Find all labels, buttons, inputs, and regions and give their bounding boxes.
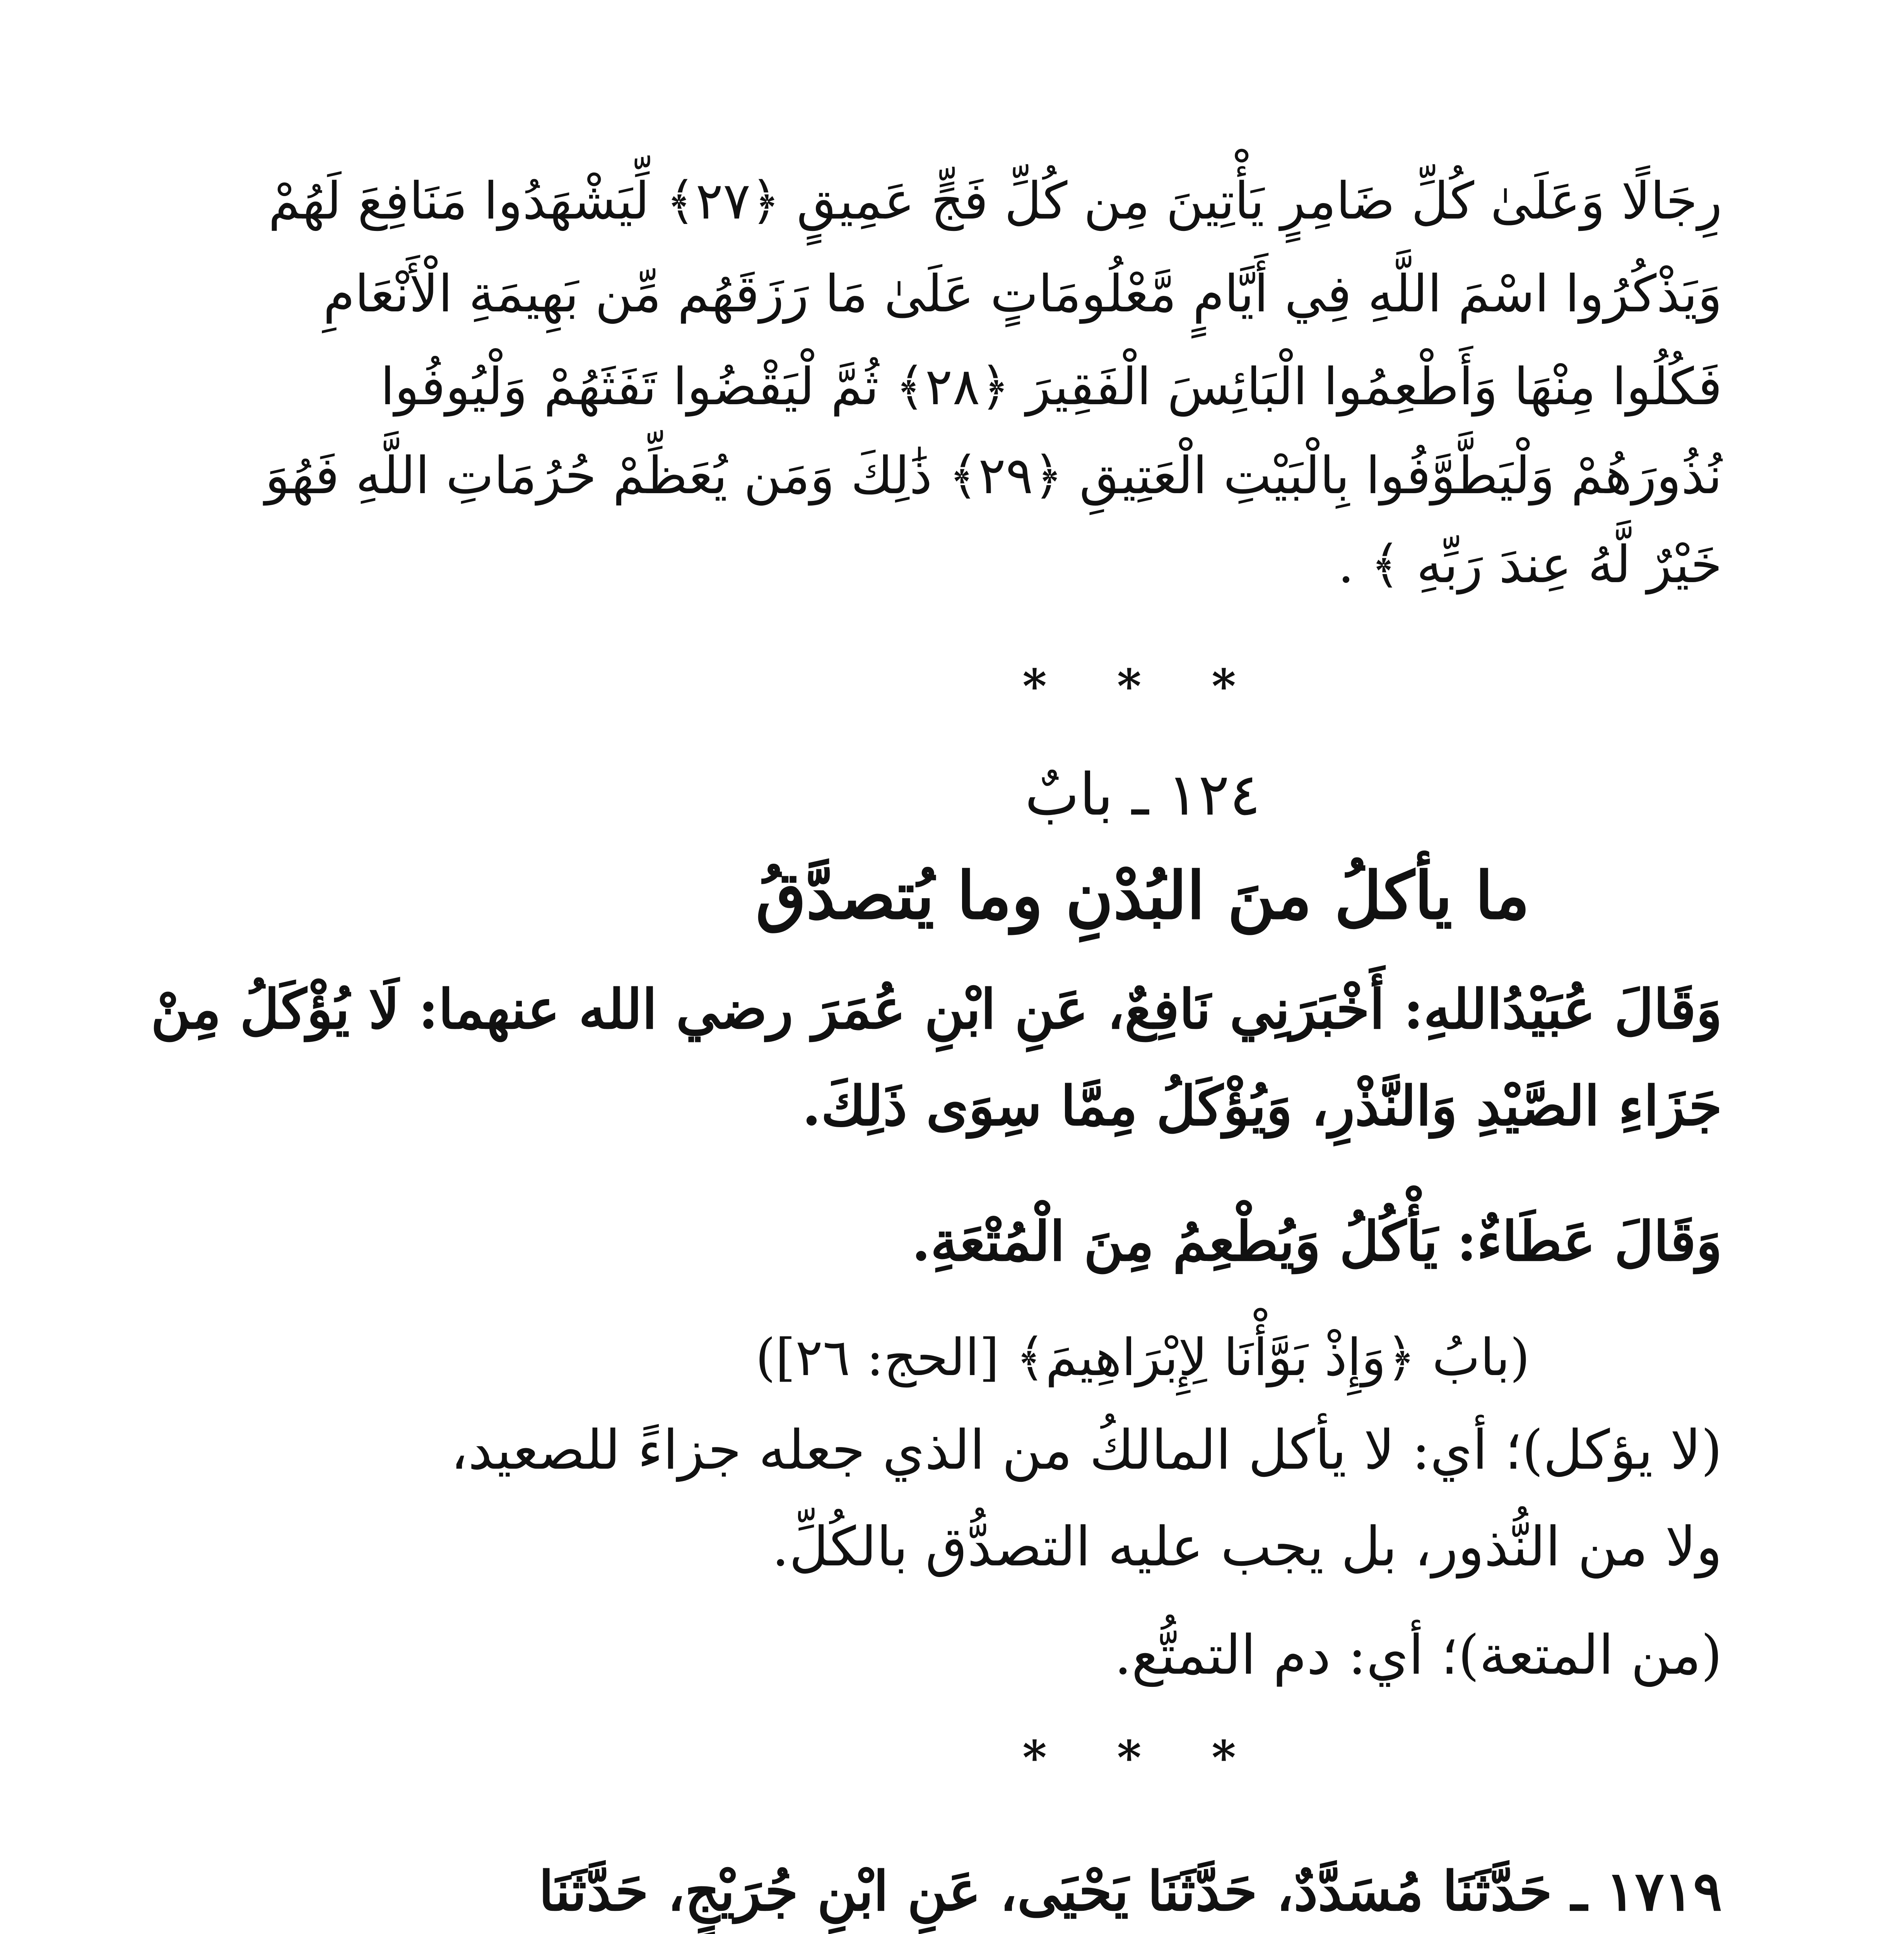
section-separator-2: * * *: [1022, 1731, 1263, 1785]
quran-line-3: فَكُلُوا مِنْهَا وَأَطْعِمُوا الْبَائِسَ الْفَقِيرَ ﴿٢٨﴾ ثُمَّ لْيَقْضُوا تَفَثَهُمْ وَلْيُوفُوا: [380, 357, 1722, 417]
book-page: [150, 0, 1904, 1934]
mutah-commentary: (من المتعة)؛ أي: دم التمتُّع.: [1114, 1624, 1722, 1687]
quran-line-4: نُذُورَهُمْ وَلْيَطَّوَّفُوا بِالْبَيْتِ الْعَتِيقِ ﴿٢٩﴾ ذَٰلِكَ وَمَن يُعَظِّمْ حُرُمَاتِ اللَّهِ فَهُوَ: [265, 446, 1722, 506]
hadith-line-1: ١٧١٩ ـ حَدَّثَنَا مُسَدَّدٌ، حَدَّثَنَا يَحْيَى، عَنِ ابْنِ جُرَيْجٍ، حَدَّثَنَا: [538, 1860, 1722, 1923]
bab-reference: (بابُ ﴿وَإِذْ بَوَّأْنَا لِإِبْرَاهِيمَ﴾ [الحج: ٢٦]): [755, 1328, 1530, 1387]
quran-line-5: خَيْرٌ لَّهُ عِندَ رَبِّهِ ﴾ .: [1338, 535, 1722, 595]
commentary-line-2: ولا من النُّذور، بل يجب عليه التصدُّق بالكُلِّ.: [772, 1515, 1722, 1579]
ata-report: وَقَالَ عَطَاءٌ: يَأْكُلُ وَيُطْعِمُ مِنَ الْمُتْعَةِ.: [911, 1210, 1722, 1273]
chapter-title: ما يأكلُ منَ البُدْنِ وما يُتصدَّقُ: [755, 857, 1530, 934]
quran-line-1: رِجَالًا وَعَلَىٰ كُلِّ ضَامِرٍ يَأْتِينَ مِن كُلِّ فَجٍّ عَمِيقٍ ﴿٢٧﴾ لِّيَشْهَدُوا مَنَافِعَ لَهُمْ: [268, 171, 1722, 231]
chapter-number: ١٢٤ ـ بابٌ: [1025, 761, 1261, 829]
section-separator: * * *: [1022, 659, 1263, 714]
report-line-1: وَقَالَ عُبَيْدُاللهِ: أَخْبَرَنِي نَافِعٌ، عَنِ ابْنِ عُمَرَ رضي الله عنهما: لَا يُؤْكَلُ مِنْ: [150, 978, 1722, 1041]
quran-line-2: وَيَذْكُرُوا اسْمَ اللَّهِ فِي أَيَّامٍ مَّعْلُومَاتٍ عَلَىٰ مَا رَزَقَهُم مِّن بَهِيمَةِ الْأَنْعَامِ: [323, 264, 1722, 324]
commentary-line-1: (لا يؤكل)؛ أي: لا يأكل المالكُ من الذي جعله جزاءً للصعيد،: [450, 1419, 1722, 1482]
report-line-2: جَزَاءِ الصَّيْدِ وَالنَّذْرِ، وَيُؤْكَلُ مِمَّا سِوَى ذَلِكَ.: [802, 1075, 1722, 1138]
